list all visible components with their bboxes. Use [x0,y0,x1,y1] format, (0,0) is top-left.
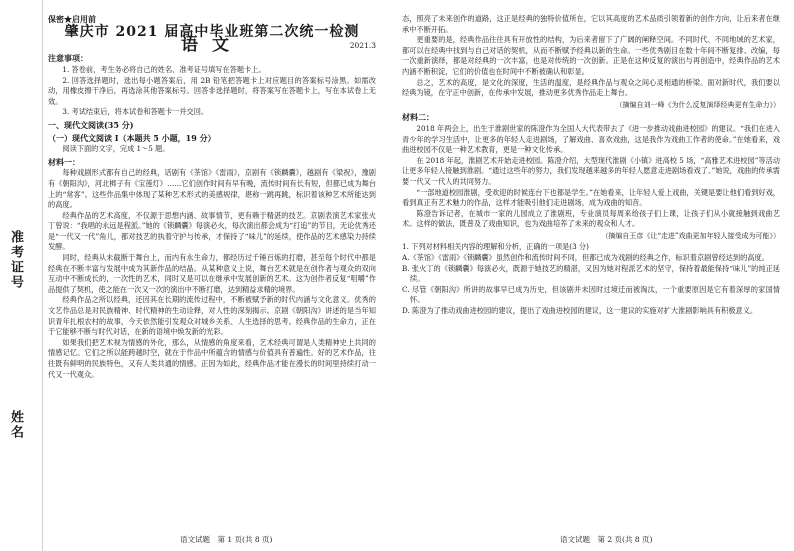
question-option: C. 尽管《朝阳沟》所讲的故事早已成为历史，但该剧并未因时过境迁而被淘汰，一个重要原因是它有着深厚的家国情怀。 [402,284,780,305]
paragraph: 更重要的是，经典作品往往具有开放性的结构，为后来者留下了广阔的阐释空间。不同时代、不同地域的艺术家，都可以在经典中找到与自己对话的契机，从而不断赋予经典以新的生命。一些优秀剧目在数十年间不断复排、改编，每一次重新演绎，都是对经典的一次丰富，也是对传统的一次创新。正是在这种反复的演出与再创造中，经典作品的艺术内涵不断积淀，它们的价值也在时间中不断被确认和彰显。 [402,35,780,76]
question-option: A.《茶馆》《雷雨》《锁麟囊》虽然创作和流传时间不同，但都已成为戏剧的经典之作，标识着京剧曾经达到的高度。 [402,253,769,263]
exam-id-label: 准考证号 [8,230,23,290]
exam-title: 肇庆市 2021 届高中毕业班第二次统一检测 [64,23,360,40]
paragraph: 陈澄告诉记者，在城市一家的儿园成立了淮剧班，专业演员每周来给孩子们上课，让孩子们从小就接触到戏曲艺术。这样的做法，既普及了戏曲知识，也为戏曲培养了未来的观众和人才。 [402,208,780,229]
page-footer-right: 语文试题 第 2 页(共 8 页) [560,535,653,544]
notice-heading: 注意事项： [48,53,88,64]
material-label: 材料二： [402,112,434,123]
right-column [402,14,780,534]
paragraph: 在 2018 年起，淮剧艺术开始走进校园。陈澄介绍，大型现代淮剧《小镇》进高校 5 场，“高雅艺术进校园”等活动让更多年轻人接触到淮剧。“通过这些年的努力，我们发现越来越多的年轻人愿意走进剧场看戏了。”她说，戏曲的传承需要一代又一代人的共同努力。 [402,155,780,186]
name-label: 姓名 [8,410,23,440]
question-option: D. 陈澄为了推动戏曲进校园的建议，提出了戏曲进校园的建议，这一建议的实施对扩大淮剧影响具有积极意义。 [402,306,758,316]
instruction: 阅读下面的文字，完成 1～5 题。 [62,144,170,154]
secret-mark: 保密★启用前 [48,14,96,24]
paragraph: 总之，艺术的高度，是文化的深度，生活的温度，是经典作品与观众之间心灵相通的桥梁。面对新时代，我们要以经典为镜，在守正中创新，在传承中发展，推动更多优秀作品走上舞台。 [402,77,780,98]
subject-title: 语文 [181,35,243,56]
question-option: B. 张火丁的《锁麟囊》每演必火，既源于她技艺的精湛，又因为她对程派艺术的坚守，保持着最能保持“味儿”的纯正延续。 [402,263,780,284]
page-footer-left: 语文试题 第 1 页(共 8 页) [180,535,273,544]
binding-margin [0,0,43,551]
notice-item: 1. 答卷前，考生务必将自己的姓名、准考证号填写在答题卡上。 [62,64,266,74]
question-stem: 1. 下列对材料相关内容的理解和分析，正确的一项是(3 分) [402,242,589,252]
citation: （摘编自王彦《让“走进”戏曲更加年轻人接受成为可能》） [601,231,780,240]
left-column [48,14,376,534]
section-heading: 一、现代文阅读(35 分) [48,119,134,130]
paragraph: 同时，经典从未截断于舞台上，而内有永生命力，都经历过千锤百炼的打磨，甚至每个时代中都是经典在不断丰富与发展中成为其新作品的结晶。从某种意义上说，舞台艺术就是在创作者与观众的双向互动中不断成长的，一次性的艺术，同时又是可以在继承中发展创新的艺术。这为创作者反复“咀嚼”作品提供了契机，使之能在一次又一次的演出中不断打磨，达到精益求精的境界。 [48,253,376,294]
paragraph: 经典作品的艺术高度，不仅源于思想内涵、故事情节，更有赖于精湛的技艺。京剧表演艺术家张火丁曾说：“我唱的永远是程派。”她的《锁麟囊》每演必火，每次演出都会成为“打追”的节目，无论优秀还是“一代又一代”角儿，都对技艺的执着守护与传承，才保持了“味儿”的延续，使作品的艺术感染力持续发酵。 [48,210,376,252]
notice-item: 3. 考试结束后，将本试卷和答题卡一并交回。 [62,107,209,117]
paragraph: “一部地道校园淮剧，受欢迎的时候连台下也都是学生。”在她看来，让年轻人爱上戏曲，关键是要让他们看到好戏，看到真正有艺术魅力的作品，这样才能吸引他们走进剧场，成为戏曲的知音。 [402,187,780,208]
exam-date: 2021.3 [349,40,376,50]
paragraph: 态，照亮了未来创作的道路，这正是经典的独特价值所在，它以其高度的艺术品质引领着新的创作方向，让后来者在继承中不断开拓。 [402,14,780,34]
paragraph: 如果我们把艺术视为情感的外化，那么，从情感的角度来看，艺术经典可谓是人类精神史上共同的情感记忆。它们之所以能跨越时空，就在于作品中所蕴含的情感与价值具有普遍性。好的艺术作品，往往既有鲜明的民族特色，又有人类共通的情感。正因为如此，经典作品才能在漫长的时间里持续打动一代又一代观众。 [48,337,376,379]
paragraph: 每种戏剧形式都有自己的经典，话剧有《茶馆》《雷雨》，京剧有《锁麟囊》，越剧有《梁祝》，豫剧有《朝阳沟》，河北梆子有《宝莲灯》……它们创作时间有早有晚，流传时间有长有短，但都已成为舞台上的“常客”。这些作品集中体现了某种艺术形式的美感规律，堪称一跳再跳，标识着该种艺术所能达到的高度。 [48,168,376,210]
notice-item: 2. 回答选择题时，选出每小题答案后，用 2B 铅笔把答题卡上对应题目的答案标号涂黑。如需改动，用橡皮擦干净后，再选涂其他答案标号。回答非选择题时，将答案写在答题卡上，写在本试卷上无效。 [48,75,376,106]
paragraph: 经典作品之所以经典，还因其在长期的流传过程中，不断被赋予新的时代内涵与文化意义。优秀的文艺作品总是对民族精神、时代精神的生动诠释，对人性的深刻揭示。京剧《朝阳沟》讲述的是当年知识青年扎根农村的故事，今天依然能引发观众对城乡关系、人生选择的思考。经典作品的生命力，正在于它能够不断与时代对话，在新的语境中焕发新的光彩。 [48,295,376,337]
subsection-heading: （一）现代文阅读 Ⅰ（本题共 5 小题，19 分） [48,132,216,143]
material-label: 材料一： [48,156,80,167]
citation: （摘编自刘一峰《为什么反复演绎经典更有生命力》） [615,100,780,109]
paragraph: 2018 年两会上，出生于淮剧世家的陈澄作为全国人大代表带去了《进一步推动戏曲进校园》的建议。“我们在进入青少年的学习生活中，让更多的年轻人走进剧场，了解戏曲、喜欢戏曲，这是我作为戏曲工作者的使命。”在她看来，戏曲进校园不仅是一种艺术教育，更是一种文化传承。 [402,123,780,155]
